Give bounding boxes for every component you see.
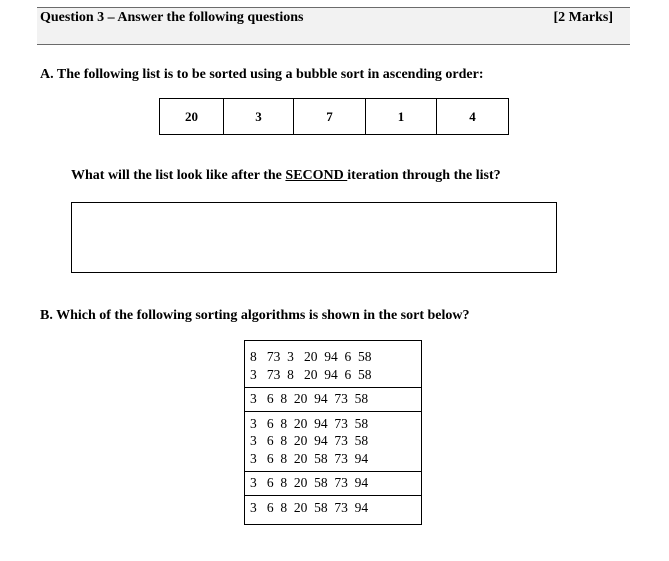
row-divider: [245, 387, 421, 388]
sort-row: 3 6 8 20 58 73 94: [250, 500, 369, 515]
sort-row: 3 6 8 20 58 73 94: [250, 451, 369, 466]
prompt-text-before: What will the list look like after the: [71, 168, 286, 183]
part-a-question: A. The following list is to be sorted using a bubble sort in ascending order:: [40, 67, 484, 82]
sort-row: 3 6 8 20 94 73 58: [250, 416, 369, 431]
part-a-prompt: [71, 168, 501, 184]
sort-steps-table: [244, 340, 422, 525]
list-cell: 4: [469, 109, 476, 124]
unsorted-list: [159, 98, 509, 135]
sort-row: 3 6 8 20 58 73 94: [250, 475, 369, 490]
prompt-text-after: iteration through the list?: [347, 168, 501, 183]
question-title: Question 3 – Answer the following questions: [40, 10, 304, 25]
sort-row: 3 6 8 20 94 73 58: [250, 433, 369, 448]
sort-row: 3 73 8 20 94 6 58: [250, 367, 372, 382]
list-cell: 1: [366, 99, 437, 134]
sort-row: 3 6 8 20 94 73 58: [250, 391, 369, 406]
list-cell: 20: [160, 99, 224, 134]
row-divider: [245, 411, 421, 412]
row-divider: [245, 471, 421, 472]
answer-box[interactable]: [71, 202, 557, 273]
list-cell: 7: [294, 99, 366, 134]
question-marks: [2 Marks]: [553, 10, 613, 25]
part-b-question: B. Which of the following sorting algorithms is shown in the sort below?: [40, 308, 470, 323]
question-header: [37, 7, 630, 45]
sort-row: 8 73 3 20 94 6 58: [250, 349, 372, 364]
list-cell: 3: [224, 99, 294, 134]
row-divider: [245, 495, 421, 496]
prompt-text-underlined: SECOND: [285, 168, 348, 183]
